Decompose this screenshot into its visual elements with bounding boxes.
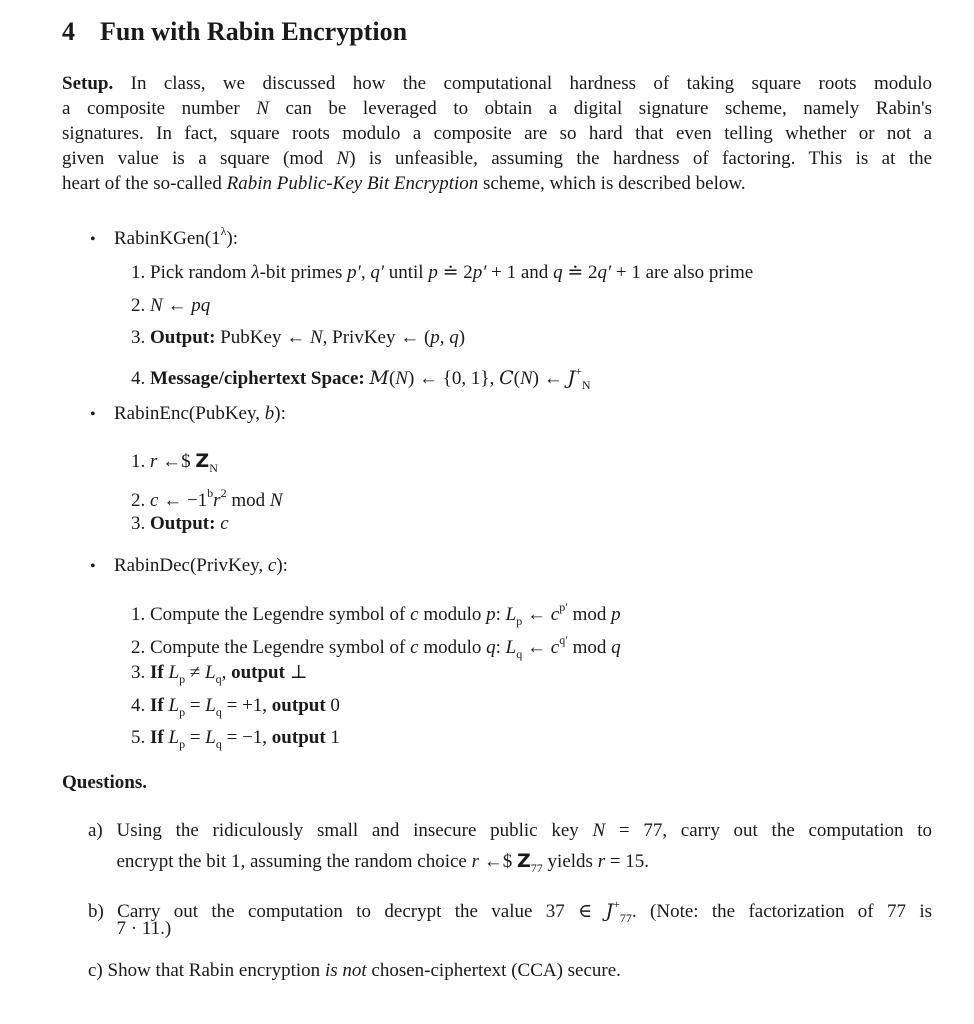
text-run: can be leveraged to obtain a digital signature scheme, namely Rabin's <box>268 98 932 119</box>
math-run: N <box>150 295 163 316</box>
math-run: N <box>309 327 323 348</box>
bullet-icon: • <box>90 406 96 423</box>
text-run: , PrivKey ← ( <box>322 327 431 348</box>
math-run: c <box>410 604 419 625</box>
dec-step <box>131 661 308 691</box>
text-run: modulo <box>418 604 487 625</box>
math-run: q <box>486 637 496 658</box>
text-run: RabinEnc(PubKey, <box>114 403 265 424</box>
math-run: b <box>264 403 275 424</box>
text-run: 2. <box>131 295 150 316</box>
text-run: ≐ 2 <box>562 262 598 283</box>
text-run: 1 <box>325 727 340 748</box>
text-run: 4. <box>131 695 150 716</box>
math-run: If <box>150 662 164 683</box>
math-run: q <box>449 327 459 348</box>
dec-step <box>131 694 340 724</box>
text-run: = 15. <box>605 851 650 872</box>
math-run: output <box>271 727 326 748</box>
setup-line <box>62 122 932 146</box>
text-run: RabinDec(PrivKey, <box>114 555 268 576</box>
bullet-icon: • <box>90 231 96 248</box>
text-run: = 77, carry out the computation to <box>605 820 932 841</box>
setup-line <box>62 97 932 121</box>
math-run: N <box>581 378 591 392</box>
math-run: L <box>505 604 517 625</box>
keygen-step <box>131 261 753 285</box>
text-run: scheme, which is described below. <box>478 173 746 194</box>
text-run: ): <box>276 555 288 576</box>
math-run: Message/ciphertext Space: <box>150 368 365 389</box>
math-run: N <box>336 148 350 169</box>
text-run: mod <box>567 637 612 658</box>
text-run: ←$ <box>157 451 196 472</box>
text-run: , <box>439 327 450 348</box>
math-run: J <box>605 900 614 922</box>
text-run: : <box>495 604 506 625</box>
text-run: 0 <box>325 695 340 716</box>
text-run: ) <box>458 327 466 348</box>
text-run: 3. <box>131 327 150 348</box>
math-run: b <box>207 486 214 500</box>
setup-line <box>62 72 932 96</box>
math-run: 77 <box>619 911 632 925</box>
math-run: p′ <box>472 262 487 283</box>
math-run: c <box>410 637 419 658</box>
text-run: ← <box>522 637 551 658</box>
text-run: ( <box>513 368 520 389</box>
text-run: 7 · 11.) <box>88 918 172 939</box>
math-run: L <box>205 695 216 716</box>
text-run: 1. Compute the Legendre symbol of <box>131 604 411 625</box>
text-run: ≠ <box>185 662 205 683</box>
math-run: output <box>271 695 326 716</box>
keygen-step <box>131 359 591 397</box>
algorithm-name <box>114 403 286 424</box>
math-run: + <box>613 897 620 911</box>
text-run: ): <box>226 228 239 249</box>
math-run: If <box>150 727 164 748</box>
math-run: q <box>553 262 563 283</box>
setup-line <box>62 172 746 196</box>
section-title: Fun with Rabin Encryption <box>100 17 408 46</box>
math-run: p <box>611 604 621 625</box>
text-run: = <box>185 727 206 748</box>
text-run: a) Using the ridiculously small and insecure public key <box>88 820 593 841</box>
text-run: a composite number <box>62 98 257 119</box>
math-run: p <box>428 262 438 283</box>
algorithm-name <box>114 224 239 249</box>
math-run: If <box>150 695 164 716</box>
text-run: ← <box>522 604 551 625</box>
algorithm-name <box>114 555 288 576</box>
math-run: c <box>550 637 560 658</box>
math-run: r <box>213 490 221 511</box>
math-run: output <box>231 662 285 683</box>
text-run: mod <box>567 604 612 625</box>
math-run: p <box>179 705 186 719</box>
math-run: 77 <box>530 861 543 875</box>
math-run: L <box>168 727 180 748</box>
math-run: Output: <box>150 327 216 348</box>
math-run: λ <box>220 224 227 238</box>
math-run: q <box>215 737 222 751</box>
math-run: L <box>168 695 180 716</box>
question-a-cont <box>88 849 649 880</box>
text-run: ≐ 2 <box>437 262 473 283</box>
math-run: r <box>471 851 480 872</box>
math-run: c <box>550 604 560 625</box>
text-run: In class, we discussed how the computational hardness of taking square roots modulo <box>113 73 932 94</box>
text-run: 2. <box>131 490 150 511</box>
text-run: . (Note: the factorization of 77 is <box>631 901 932 922</box>
enc-step <box>131 449 218 480</box>
text-run: 2. Compute the Legendre symbol of <box>131 637 411 658</box>
math-run: 2 <box>220 486 227 500</box>
math-run: r <box>597 851 606 872</box>
question-a <box>88 819 932 843</box>
text-run: c) Show that Rabin encryption <box>88 960 325 981</box>
math-run: J <box>567 367 576 389</box>
math-run: L <box>205 727 216 748</box>
math-run: is not <box>324 960 367 981</box>
math-run: q <box>611 637 621 658</box>
text-run: ⊥ <box>284 662 308 683</box>
text-run: chosen-ciphertext (CCA) secure. <box>366 960 621 981</box>
algorithm-dec-title <box>90 554 288 579</box>
setup-line <box>62 147 932 171</box>
text-run: 3. <box>131 662 150 683</box>
text-run: , <box>221 662 232 683</box>
text-run: PubKey ← <box>215 327 310 348</box>
math-run: c <box>220 513 229 534</box>
math-run: p <box>486 604 496 625</box>
text-run: = <box>185 695 206 716</box>
questions-heading: Questions. <box>62 772 147 793</box>
text-run: modulo <box>418 637 487 658</box>
text-run: 3. <box>131 513 150 534</box>
text-run: ): <box>274 403 286 424</box>
text-run: ← <box>162 295 192 316</box>
algorithm-enc-title <box>90 402 286 427</box>
math-run: N <box>209 461 218 475</box>
text-run: encrypt the bit 1, assuming the random choice <box>88 851 472 872</box>
section-number: 4 <box>62 17 75 46</box>
text-run: + 1 and <box>486 262 554 283</box>
section-heading <box>62 16 407 48</box>
math-run: q <box>215 705 222 719</box>
text-run: ← −1 <box>158 490 208 511</box>
math-run: N <box>269 490 283 511</box>
math-run: N <box>395 368 408 389</box>
math-run: Setup. <box>62 73 114 94</box>
math-run: c <box>267 555 277 576</box>
math-run: L <box>168 662 180 683</box>
text-run: = −1, <box>221 727 272 748</box>
text-run: 1. <box>131 451 150 472</box>
text-run: b) Carry out the computation to decrypt the value 37 ∈ <box>88 901 606 922</box>
text-run: + 1 are also prime <box>611 262 754 283</box>
math-run: p′, q′ <box>347 262 384 283</box>
math-run: q′ <box>559 633 568 647</box>
math-run: r <box>150 451 158 472</box>
math-run: p′ <box>559 600 568 614</box>
text-run: = +1, <box>221 695 272 716</box>
text-run: ) is unfeasible, assuming the hardness of factoring. This is at the <box>349 148 932 169</box>
keygen-step <box>131 326 465 350</box>
text-run: heart of the so-called <box>62 173 227 194</box>
dec-step <box>131 726 340 756</box>
math-run: M <box>369 367 389 389</box>
question-b-cont <box>88 917 171 941</box>
algorithm-keygen-title <box>90 219 238 252</box>
text-run: : <box>495 637 506 658</box>
question-b <box>88 892 932 930</box>
text-run: 1. Pick random <box>131 262 252 283</box>
math-run: Z <box>195 450 210 472</box>
text-run: -bit primes <box>259 262 348 283</box>
text-run: ) ← <box>532 368 568 389</box>
math-run: p <box>179 672 186 686</box>
text-run: until <box>383 262 429 283</box>
math-run: Z <box>517 850 531 872</box>
text-run: ) ← {0, 1}, <box>407 368 500 389</box>
math-run: N <box>592 820 606 841</box>
text-run: RabinKGen(1 <box>114 228 221 249</box>
math-run: N <box>256 98 269 119</box>
text-run: given value is a square (mod <box>62 148 337 169</box>
math-run: Rabin Public-Key Bit Encryption <box>226 173 479 194</box>
math-run: λ <box>251 262 260 283</box>
math-run: pq <box>191 295 211 316</box>
text-run: mod <box>226 490 270 511</box>
text-run: 5. <box>131 727 150 748</box>
math-run: L <box>505 637 517 658</box>
math-run: L <box>205 662 216 683</box>
text-run: ( <box>388 368 396 389</box>
math-run: Output: <box>150 513 216 534</box>
math-run: N <box>519 368 533 389</box>
math-run: q <box>215 672 222 686</box>
math-run: + <box>575 364 582 378</box>
math-run: p <box>430 327 440 348</box>
enc-step <box>131 512 229 536</box>
question-c <box>88 959 621 983</box>
bullet-icon: • <box>90 558 96 575</box>
math-run: p <box>516 614 523 628</box>
math-run: p <box>179 737 186 751</box>
math-run: q <box>516 647 523 661</box>
text-run: signatures. In fact, square roots modulo a composite are so hard that even telling whether or not a <box>62 123 932 144</box>
text-run: 4. <box>131 368 150 389</box>
text-run: ←$ <box>479 851 518 872</box>
math-run: q′ <box>597 262 612 283</box>
text-run: yields <box>542 851 598 872</box>
math-run: c <box>150 490 159 511</box>
keygen-step <box>131 294 210 318</box>
enc-step <box>131 481 283 513</box>
math-run: C <box>499 367 514 389</box>
